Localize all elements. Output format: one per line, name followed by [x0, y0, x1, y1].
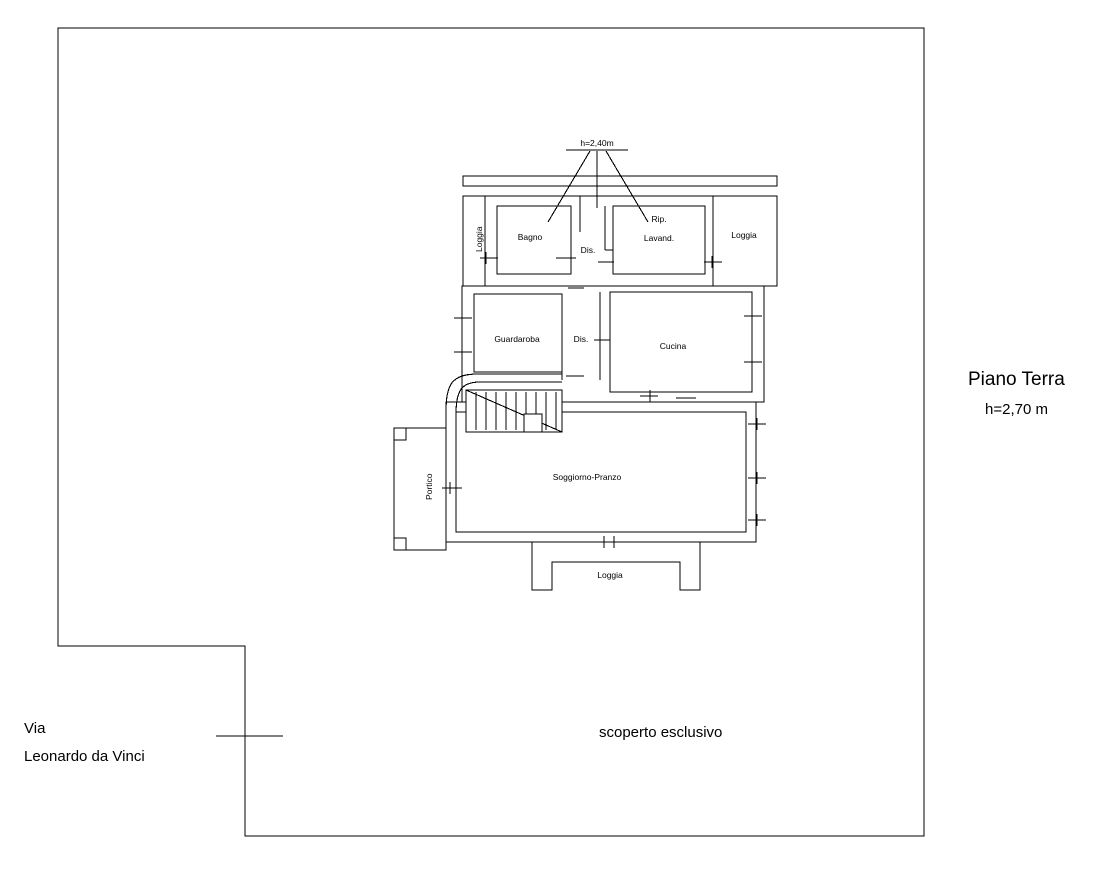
room-label-lavanderia: Lavand. [643, 233, 675, 243]
loggia-bottom [532, 542, 700, 590]
street-label-line2: Leonardo da Vinci [24, 748, 145, 765]
room-label-guardaroba: Guardaroba [494, 334, 540, 344]
room-label-portico: Portico [424, 473, 434, 500]
room-label-dis-lower: Dis. [573, 334, 589, 344]
room-label-bagno: Bagno [517, 232, 543, 242]
plan-title-height: h=2,70 m [985, 401, 1048, 418]
outdoor-area-label: scoperto esclusivo [599, 724, 723, 741]
ceiling-height-note: h=2,40m [580, 138, 614, 148]
room-label-loggia-left: Loggia [474, 226, 484, 252]
upper-slab [463, 176, 777, 186]
room-label-rip: Rip. [651, 214, 667, 224]
room-label-dis-upper: Dis. [580, 245, 596, 255]
room-label-loggia-right: Loggia [731, 230, 757, 240]
room-label-cucina: Cucina [659, 341, 687, 351]
room-label-loggia-bottom: Loggia [597, 570, 623, 580]
staircase [466, 390, 562, 432]
street-label-line1: Via [24, 720, 46, 737]
plan-title: Piano Terra [968, 369, 1065, 390]
room-label-soggiorno-pranzo: Soggiorno-Pranzo [552, 472, 622, 482]
upper-block-walls [463, 196, 777, 286]
